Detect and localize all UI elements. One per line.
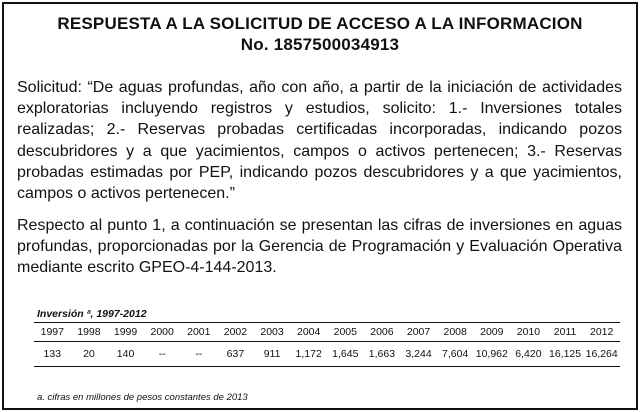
table-header-row bbox=[34, 323, 620, 342]
year-header-2008: 2008 bbox=[437, 323, 474, 342]
value-cell-2010: 6,420 bbox=[510, 342, 547, 367]
year-header-2007: 2007 bbox=[400, 323, 437, 342]
value-cell-2002: 637 bbox=[217, 342, 254, 367]
value-cell-2005: 1,645 bbox=[327, 342, 364, 367]
value-cell-2007: 3,244 bbox=[400, 342, 437, 367]
value-cell-2004: 1,172 bbox=[290, 342, 327, 367]
value-cell-2008: 7,604 bbox=[437, 342, 474, 367]
value-cell-1999: 140 bbox=[107, 342, 144, 367]
year-header-1998: 1998 bbox=[71, 323, 108, 342]
year-header-1999: 1999 bbox=[107, 323, 144, 342]
year-header-2010: 2010 bbox=[510, 323, 547, 342]
year-header-2011: 2011 bbox=[547, 323, 584, 342]
value-cell-2009: 10,962 bbox=[474, 342, 511, 367]
year-header-2004: 2004 bbox=[290, 323, 327, 342]
response-paragraph: Respecto al punto 1, a continuación se presentan las cifras de inversiones en aguas profundas, proporcionadas por la Gerencia de Programación y Evaluación Operativa mediante escrito GPEO-4-144-2013. bbox=[17, 217, 622, 277]
year-header-2012: 2012 bbox=[583, 323, 620, 342]
table-title: Inversión ª, 1997-2012 bbox=[37, 308, 147, 320]
document-title bbox=[4, 13, 636, 55]
year-header-2005: 2005 bbox=[327, 323, 364, 342]
title-heading: RESPUESTA A LA SOLICITUD DE ACCESO A LA INFORMACION bbox=[57, 14, 583, 33]
year-header-2002: 2002 bbox=[217, 323, 254, 342]
year-header-1997: 1997 bbox=[34, 323, 71, 342]
value-cell-2011: 16,125 bbox=[547, 342, 584, 367]
investment-table bbox=[34, 322, 620, 367]
year-header-2006: 2006 bbox=[364, 323, 401, 342]
year-header-2000: 2000 bbox=[144, 323, 181, 342]
value-cell-2001: -- bbox=[181, 342, 218, 367]
value-cell-1997: 133 bbox=[34, 342, 71, 367]
year-header-2009: 2009 bbox=[474, 323, 511, 342]
value-cell-2003: 911 bbox=[254, 342, 291, 367]
request-number: No. 1857500034913 bbox=[240, 35, 400, 54]
year-header-2001: 2001 bbox=[181, 323, 218, 342]
request-paragraph: Solicitud: “De aguas profundas, año con año, a partir de la iniciación de actividades exploratorias incluyendo registros y estudios, solicito: 1.- Inversiones totales realizadas; 2.- Reservas probadas certificadas incorporadas, indicando pozos descubridores y a que yacimientos, campos o activos pertenecen; 3.- Reservas probadas estimadas por PEP, indicando pozos descubridores y a que yacimientos, campos o activos pertenecen.” bbox=[17, 79, 622, 203]
table-row bbox=[34, 342, 620, 367]
value-cell-2012: 16,264 bbox=[583, 342, 620, 367]
year-header-2003: 2003 bbox=[254, 323, 291, 342]
table-footnote: a. cifras en millones de pesos constantes de 2013 bbox=[37, 392, 248, 403]
value-cell-1998: 20 bbox=[71, 342, 108, 367]
document-frame bbox=[2, 2, 638, 410]
value-cell-2006: 1,663 bbox=[364, 342, 401, 367]
investment-table-wrap bbox=[34, 322, 620, 367]
value-cell-2000: -- bbox=[144, 342, 181, 367]
